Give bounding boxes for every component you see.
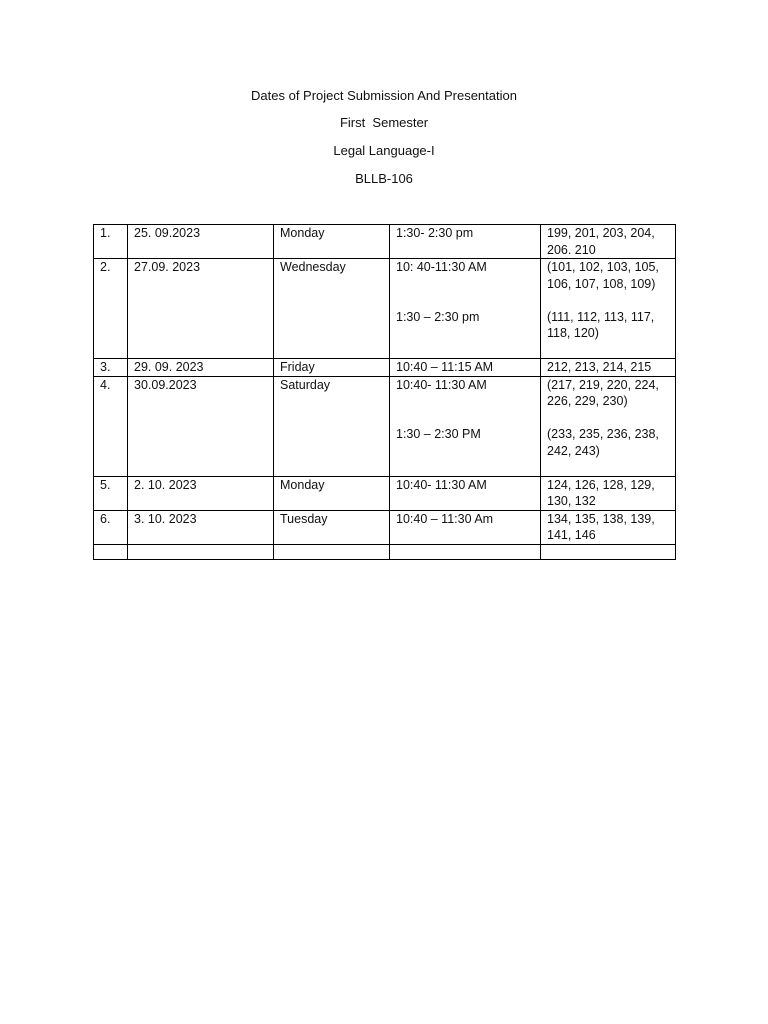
serial-number-cell: 6. <box>94 510 128 544</box>
roll-numbers-cell <box>541 476 676 510</box>
course-code: BLLB-106 <box>355 171 413 186</box>
roll-numbers: (101, 102, 103, 105, 106, 107, 108, 109) <box>547 260 659 291</box>
serial-number-cell: 2. <box>94 259 128 359</box>
serial-number-cell: 5. <box>94 476 128 510</box>
serial-number-cell: 4. <box>94 376 128 476</box>
table-row <box>94 359 676 377</box>
day-cell: Monday <box>274 225 390 259</box>
roll-numbers-cell <box>541 259 676 359</box>
time-cell <box>390 225 541 259</box>
empty-cell <box>94 544 128 559</box>
day-cell: Wednesday <box>274 259 390 359</box>
roll-numbers-cell <box>541 225 676 259</box>
empty-table-row <box>94 544 676 559</box>
time-slot: 10: 40-11:30 AM <box>396 260 487 274</box>
roll-numbers: 124, 126, 128, 129, 130, 132 <box>547 477 655 508</box>
time-cell <box>390 476 541 510</box>
roll-numbers-cell <box>541 376 676 476</box>
roll-numbers: (111, 112, 113, 117, 118, 120) <box>547 309 655 340</box>
table-row <box>94 376 676 476</box>
day-cell: Saturday <box>274 376 390 476</box>
time-slot: 10:40 – 11:30 Am <box>396 511 494 526</box>
table-row <box>94 476 676 510</box>
time-slot: 1:30 – 2:30 PM <box>396 427 481 441</box>
roll-numbers-cell <box>541 510 676 544</box>
time-cell <box>390 510 541 544</box>
subject-name: Legal Language-I <box>333 143 435 158</box>
time-slot: 10:40 – 11:15 AM <box>396 360 494 374</box>
empty-cell <box>541 544 676 559</box>
roll-numbers: 212, 213, 214, 215 <box>547 360 652 374</box>
empty-cell <box>128 544 274 559</box>
date-cell: 3. 10. 2023 <box>128 510 274 544</box>
date-cell: 25. 09.2023 <box>128 225 274 259</box>
semester-label: First Semester <box>339 115 429 130</box>
table-row <box>94 259 676 359</box>
roll-numbers: (233, 235, 236, 238, 242, 243) <box>547 427 659 458</box>
day-cell: Tuesday <box>274 510 390 544</box>
date-cell: 2. 10. 2023 <box>128 476 274 510</box>
document-title: Dates of Project Submission And Presentation <box>251 88 517 103</box>
time-slot: 1:30 – 2:30 pm <box>396 309 480 324</box>
time-slot: 10:40- 11:30 AM <box>396 377 487 392</box>
date-cell: 29. 09. 2023 <box>128 359 274 377</box>
table-row <box>94 510 676 544</box>
empty-cell <box>390 544 541 559</box>
roll-numbers-cell <box>541 359 676 377</box>
day-cell: Monday <box>274 476 390 510</box>
serial-number-cell: 3. <box>94 359 128 377</box>
empty-cell <box>274 544 390 559</box>
date-cell: 30.09.2023 <box>128 376 274 476</box>
time-slot: 10:40- 11:30 AM <box>396 477 487 492</box>
time-cell <box>390 359 541 377</box>
schedule-table <box>93 224 676 560</box>
time-cell <box>390 376 541 476</box>
date-cell: 27.09. 2023 <box>128 259 274 359</box>
roll-numbers: 199, 201, 203, 204, 206. 210 <box>547 226 655 257</box>
roll-numbers: 134, 135, 138, 139, 141, 146 <box>547 511 655 542</box>
time-cell <box>390 259 541 359</box>
roll-numbers: (217, 219, 220, 224, 226, 229, 230) <box>547 377 659 408</box>
table-row <box>94 225 676 259</box>
time-slot: 1:30- 2:30 pm <box>396 226 474 240</box>
serial-number-cell: 1. <box>94 225 128 259</box>
day-cell: Friday <box>274 359 390 377</box>
